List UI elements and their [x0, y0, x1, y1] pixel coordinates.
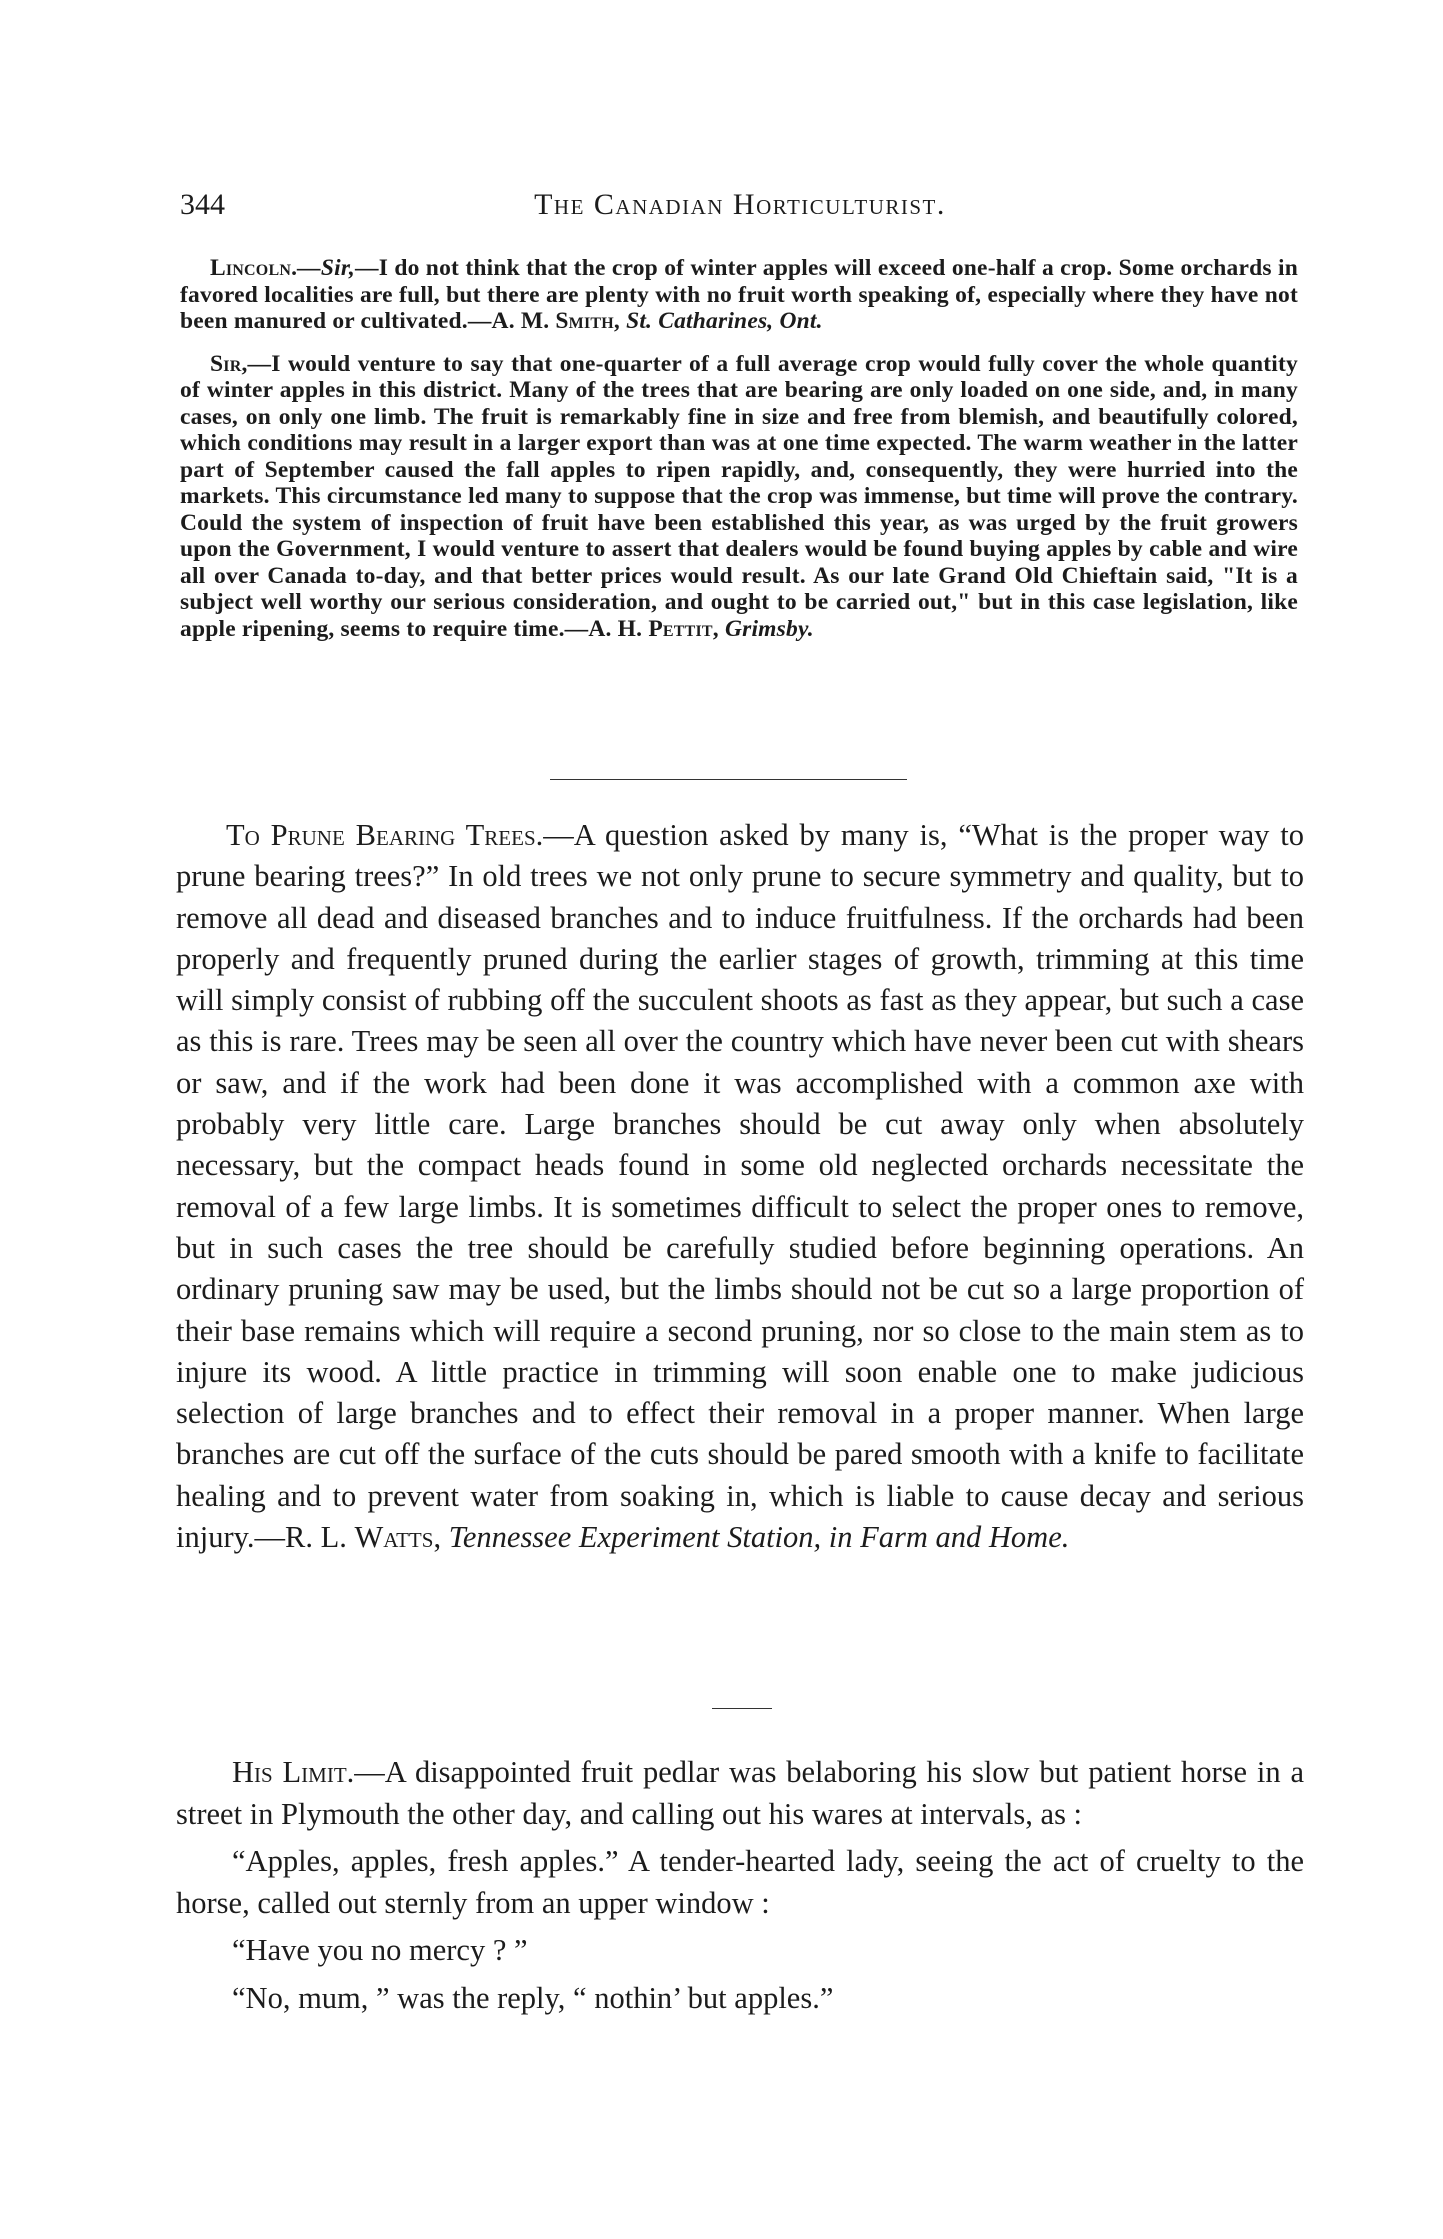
anecdote-paragraph: [176, 1752, 1304, 1835]
letter-lincoln: [180, 255, 1298, 335]
letters-section: [180, 255, 1298, 658]
pruning-article: [176, 815, 1304, 1558]
page-number: 344: [180, 188, 225, 221]
page-header: [180, 188, 1300, 228]
anecdote-text: —A disappointed fruit pedlar was belaboring his slow but patient horse in a street in Plymouth the other day, and calling out his wares at intervals, as :: [176, 1755, 1304, 1831]
article-paragraph: [176, 815, 1304, 1558]
letter-salutation: Sir,: [210, 350, 248, 377]
article-author: Watts,: [354, 1520, 442, 1555]
section-divider-short: [712, 1708, 772, 1709]
anecdote-heading: His Limit.: [232, 1755, 355, 1789]
section-divider: [550, 779, 907, 780]
article-source: Tennessee Experiment Station, in Farm and Home.: [448, 1520, 1070, 1555]
article-body: —A question asked by many is, “What is the proper way to prune bearing trees?” In old trees we not only prune to secure symmetry and quality, but to remove all dead and diseased branches and to induce fruitfulness. If the orchards had been properly and frequently pruned during the earlier stages of growth, trimming at this time will simply consist of rubbing off the succulent shoots as fast as they appear, but such a case as this is rare. Trees may be seen all over the country which have never been cut with shears or saw, and if the work had been done it was accomplished with a common axe with probably very little care. Large branches should be cut away only when absolutely necessary, but the compact heads found in some old neglected orchards necessitate the removal of a few large limbs. It is sometimes difficult to select the proper ones to remove, but in such cases the tree should be carefully studied before beginning operations. An ordinary pruning saw may be used, but the limbs should not be cut so a large proportion of their base remains which will require a second pruning, nor so close to the main stem as to injure its wood. A little practice in trimming will soon enable one to make judicious selection of large branches and to effect their removal in a proper manner. When large branches are cut off the surface of the cuts should be pared smooth with a knife to facilitate healing and to prevent water from soaking in, which is liable to cause decay and serious injury.—R. L.: [176, 818, 1305, 1555]
article-heading: To Prune Bearing Trees.: [226, 818, 544, 852]
letter-signature: Pettit,: [648, 615, 719, 642]
letter-salutation: —Sir,: [297, 255, 355, 281]
running-title: The Canadian Horticulturist.: [534, 188, 946, 221]
letter-location: Grimsby.: [724, 615, 814, 642]
letter-signature: Smith,: [555, 308, 620, 334]
letter-body: —I do not think that the crop of winter apples will exceed one-half a crop. Some orchards in favored localities are full, but there are plenty with no fruit worth speaking of, especially where they have not been manured or cultivated.—A. M.: [180, 255, 1298, 334]
letter-place: Lincoln.: [210, 255, 298, 281]
letter-body: —I would venture to say that one-quarter of a full average crop would fully cover the whole quantity of winter apples in this district. Many of the trees that are bearing are only loaded on one side, and, in many cases, on only one limb. The fruit is remarkably fine in size and free from blemish, and beautifully colored, which conditions may result in a larger export than was at one time expected. The warm weather in the latter part of September caused the fall apples to ripen rapidly, and, consequently, they were hurried into the markets. This circumstance led many to suppose that the crop was immense, but time will prove the contrary. Could the system of inspection of fruit have been established this year, as was urged by the fruit growers upon the Government, I would venture to assert that dealers would be found buying apples by cable and wire all over Canada to-day, and that better prices would result. As our late Grand Old Chieftain said, "It is a subject well worthy our serious consideration, and ought to be carried out," but in this case legislation, like apple ripening, seems to require time.—A. H.: [180, 350, 1298, 642]
letter-location: St. Catharines, Ont.: [626, 308, 823, 334]
anecdote-paragraph: “Apples, apples, fresh apples.” A tender-hearted lady, seeing the act of cruelty to the horse, called out sternly from an upper window :: [176, 1844, 1304, 1920]
anecdote-paragraph: “No, mum, ” was the reply, “ nothin’ but apples.”: [232, 1980, 834, 2015]
anecdote-section: [176, 1752, 1304, 2019]
letter-pettit: [180, 351, 1298, 643]
anecdote-paragraph: “Have you no mercy ? ”: [232, 1933, 528, 1967]
